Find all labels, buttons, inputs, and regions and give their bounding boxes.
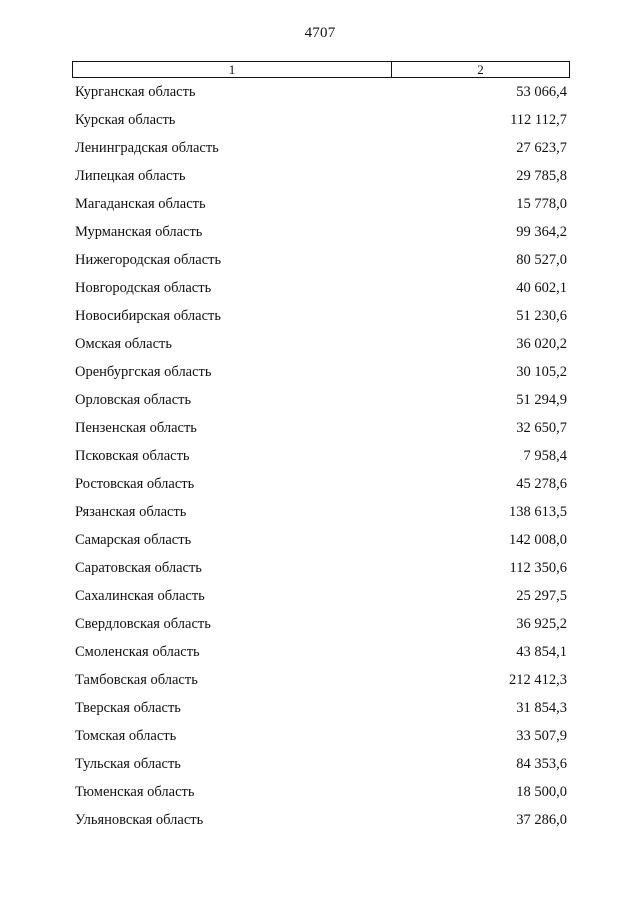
table-row — [0, 780, 640, 808]
region-value: 80 527,0 — [516, 252, 567, 268]
region-value: 51 230,6 — [516, 308, 567, 324]
region-value: 15 778,0 — [516, 196, 567, 212]
table-row — [0, 500, 640, 528]
region-value: 53 066,4 — [516, 84, 567, 100]
table-row — [0, 276, 640, 304]
region-value: 36 925,2 — [516, 616, 567, 632]
region-name: Курганская область — [75, 84, 196, 100]
region-name: Новосибирская область — [75, 308, 221, 324]
table-row — [0, 584, 640, 612]
table-row — [0, 136, 640, 164]
region-name: Магаданская область — [75, 196, 206, 212]
region-name: Мурманская область — [75, 224, 203, 240]
region-name: Сахалинская область — [75, 588, 205, 604]
table-row — [0, 220, 640, 248]
region-value: 45 278,6 — [516, 476, 567, 492]
region-name: Ульяновская область — [75, 812, 204, 828]
region-value: 138 613,5 — [509, 504, 567, 520]
region-value: 32 650,7 — [516, 420, 567, 436]
region-name: Тверская область — [75, 700, 181, 716]
table-row — [0, 668, 640, 696]
column-header-2: 2 — [477, 62, 484, 77]
region-name: Ленинградская область — [75, 140, 219, 156]
region-value: 142 008,0 — [509, 532, 567, 548]
region-value: 37 286,0 — [516, 812, 567, 828]
region-name: Тамбовская область — [75, 672, 198, 688]
table-row — [0, 388, 640, 416]
region-value: 36 020,2 — [516, 336, 567, 352]
table-row — [0, 556, 640, 584]
region-value: 99 364,2 — [516, 224, 567, 240]
region-name: Рязанская область — [75, 504, 187, 520]
table-body — [0, 80, 640, 836]
region-name: Липецкая область — [75, 168, 186, 184]
region-value: 25 297,5 — [516, 588, 567, 604]
region-value: 29 785,8 — [516, 168, 567, 184]
table-row — [0, 724, 640, 752]
table-row — [0, 444, 640, 472]
region-name: Оренбургская область — [75, 364, 212, 380]
region-value: 31 854,3 — [516, 700, 567, 716]
table-row — [0, 332, 640, 360]
table-row — [0, 416, 640, 444]
region-name: Самарская область — [75, 532, 192, 548]
region-value: 40 602,1 — [516, 280, 567, 296]
table-row — [0, 248, 640, 276]
region-name: Тюменская область — [75, 784, 195, 800]
region-name: Свердловская область — [75, 616, 211, 632]
table-row — [0, 696, 640, 724]
table-row — [0, 164, 640, 192]
column-header-1: 1 — [73, 62, 392, 77]
region-value: 33 507,9 — [516, 728, 567, 744]
table-row — [0, 472, 640, 500]
region-value: 112 112,7 — [510, 112, 567, 128]
region-value: 51 294,9 — [516, 392, 567, 408]
table-row — [0, 192, 640, 220]
table-row — [0, 80, 640, 108]
region-value: 27 623,7 — [516, 140, 567, 156]
table-row — [0, 304, 640, 332]
region-name: Саратовская область — [75, 560, 202, 576]
region-value: 7 958,4 — [523, 448, 567, 464]
region-name: Пензенская область — [75, 420, 197, 436]
region-name: Псковская область — [75, 448, 190, 464]
region-name: Омская область — [75, 336, 172, 352]
table-row — [0, 752, 640, 780]
table-row — [0, 108, 640, 136]
region-name: Смоленская область — [75, 644, 200, 660]
region-name: Тульская область — [75, 756, 181, 772]
table-row — [0, 640, 640, 668]
table-row — [0, 612, 640, 640]
region-name: Новгородская область — [75, 280, 212, 296]
table-row — [0, 528, 640, 556]
region-name: Ростовская область — [75, 476, 195, 492]
region-name: Курская область — [75, 112, 176, 128]
region-value: 18 500,0 — [516, 784, 567, 800]
region-value: 84 353,6 — [516, 756, 567, 772]
region-value: 43 854,1 — [516, 644, 567, 660]
table-header — [72, 61, 570, 78]
table-row — [0, 360, 640, 388]
page-number: 4707 — [304, 25, 336, 41]
region-value: 30 105,2 — [516, 364, 567, 380]
table-row — [0, 808, 640, 836]
region-value: 212 412,3 — [509, 672, 567, 688]
region-name: Нижегородская область — [75, 252, 222, 268]
region-value: 112 350,6 — [509, 560, 567, 576]
region-name: Орловская область — [75, 392, 192, 408]
region-name: Томская область — [75, 728, 177, 744]
